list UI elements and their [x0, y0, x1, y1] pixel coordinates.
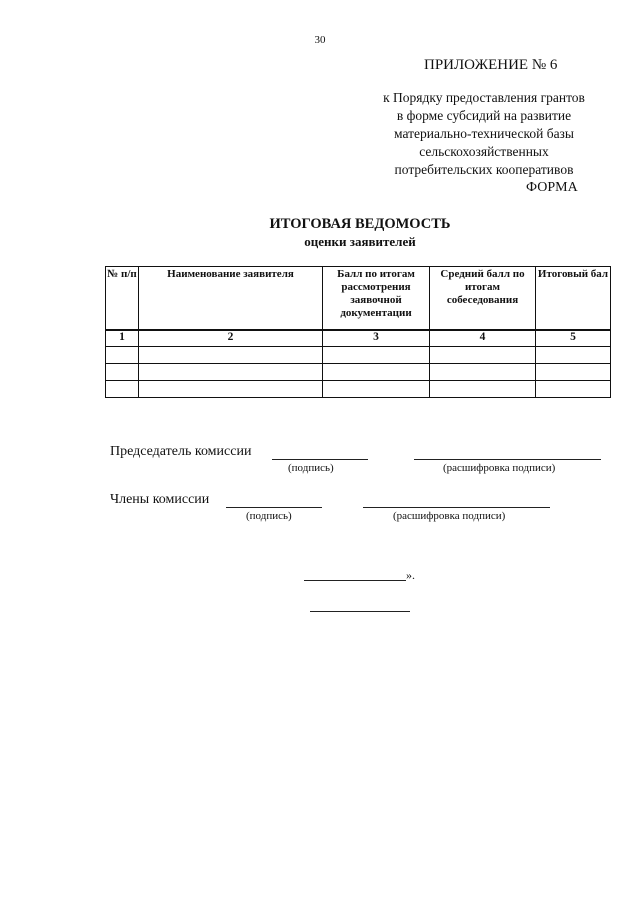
table-row — [106, 381, 611, 398]
header-document-score: Балл по итогам рассмотрения заявочной документации — [323, 267, 430, 331]
document-title: ИТОГОВАЯ ВЕДОМОСТЬ — [269, 216, 451, 232]
closing-line — [304, 580, 406, 581]
header-total-score: Итоговый бал — [536, 267, 611, 331]
form-label: ФОРМА — [526, 180, 578, 195]
appendix-subtitle-line: к Порядку предоставления грантов — [383, 90, 585, 105]
appendix-subtitle — [360, 89, 608, 179]
applicants-table — [105, 266, 611, 398]
appendix-subtitle-line: сельскохозяйственных — [419, 144, 549, 159]
column-number-row — [106, 330, 611, 347]
appendix-subtitle-line: потребительских кооперативов — [394, 162, 574, 177]
table-header-row — [106, 267, 611, 331]
header-interview-score: Средний балл по итогам собеседования — [430, 267, 536, 331]
decode-caption: (расшифровка подписи) — [393, 510, 506, 522]
appendix-heading: ПРИЛОЖЕНИЕ № 6 — [424, 57, 558, 73]
table-row — [106, 347, 611, 364]
column-number: 3 — [323, 330, 430, 347]
end-divider-line — [310, 611, 410, 612]
table-row — [106, 364, 611, 381]
appendix-subtitle-line: материально-технической базы — [394, 126, 574, 141]
members-label: Члены комиссии — [110, 492, 210, 507]
chairman-decode-line — [414, 459, 601, 460]
document-subtitle: оценки заявителей — [304, 234, 416, 249]
appendix-subtitle-line: в форме субсидий на развитие — [396, 108, 572, 123]
header-number: № п/п — [106, 267, 139, 331]
chairman-label: Председатель комиссии — [110, 444, 252, 459]
members-decode-line — [363, 507, 550, 508]
column-number: 2 — [139, 330, 323, 347]
header-applicant-name: Наименование заявителя — [139, 267, 323, 331]
closing-quote: ». — [406, 568, 415, 582]
decode-caption: (расшифровка подписи) — [443, 462, 556, 474]
signature-caption: (подпись) — [288, 462, 334, 474]
column-number: 4 — [430, 330, 536, 347]
members-signature-line — [226, 507, 322, 508]
chairman-signature-line — [272, 459, 368, 460]
page-number: 30 — [314, 34, 326, 46]
column-number: 5 — [536, 330, 611, 347]
signature-caption: (подпись) — [246, 510, 292, 522]
column-number: 1 — [106, 330, 139, 347]
